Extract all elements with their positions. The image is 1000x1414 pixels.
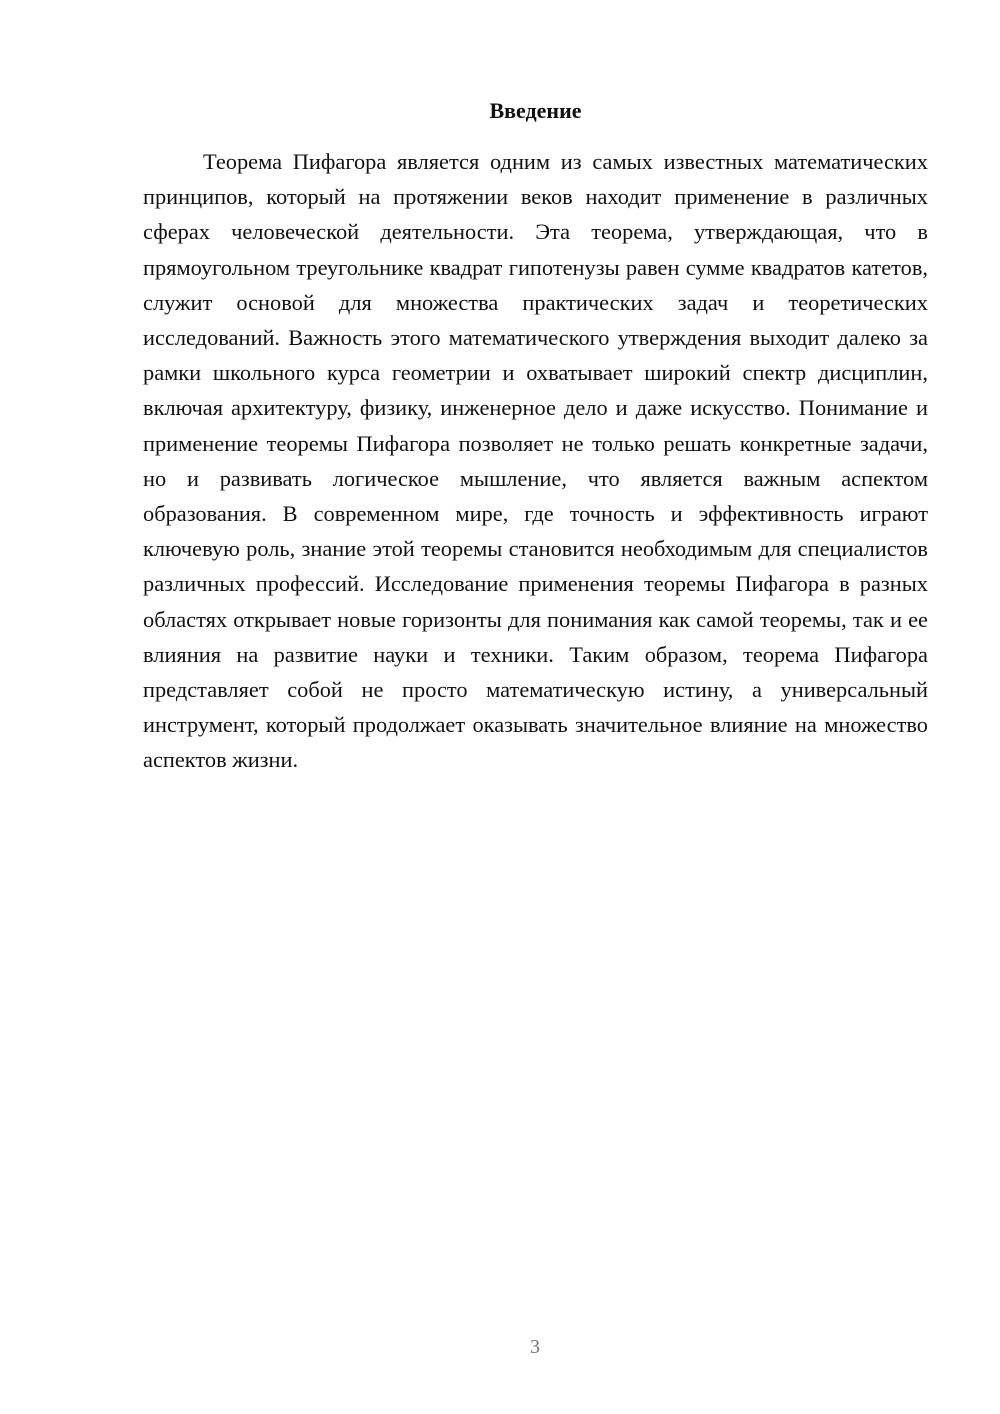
body-paragraph: Теорема Пифагора является одним из самых известных математических принципов, который на протяжении веков находит применение в различных сферах человеческой деятельности. Эта теорема, утверждающая, что в прямоугольном треугольнике квадрат гипотенузы равен сумме квадратов катетов, служит основой для множества практических задач и теоретических исследований. Важность этого математического утверждения выходит далеко за рамки школьного курса геометрии и охватывает широкий спектр дисциплин, включая архитектуру, физику, инженерное дело и даже искусство. Понимание и применение теоремы Пифагора позволяет не только решать конкретные задачи, но и развивать логическое мышление, что является важным аспектом образования. В современном мире, где точность и эффективность играют ключевую роль, знание этой теоремы становится необходимым для специалистов различных профессий. Исследование применения теоремы Пифагора в разных областях открывает новые горизонты для понимания как самой теоремы, так и ее влияния на развитие науки и техники. Таким образом, теорема Пифагора представляет собой не просто математическую истину, а универсальный инструмент, который продолжает оказывать значительное влияние на множество аспектов жизни. [143, 149, 928, 773]
section-heading: Введение [489, 98, 582, 123]
page-number: 3 [530, 1336, 540, 1358]
